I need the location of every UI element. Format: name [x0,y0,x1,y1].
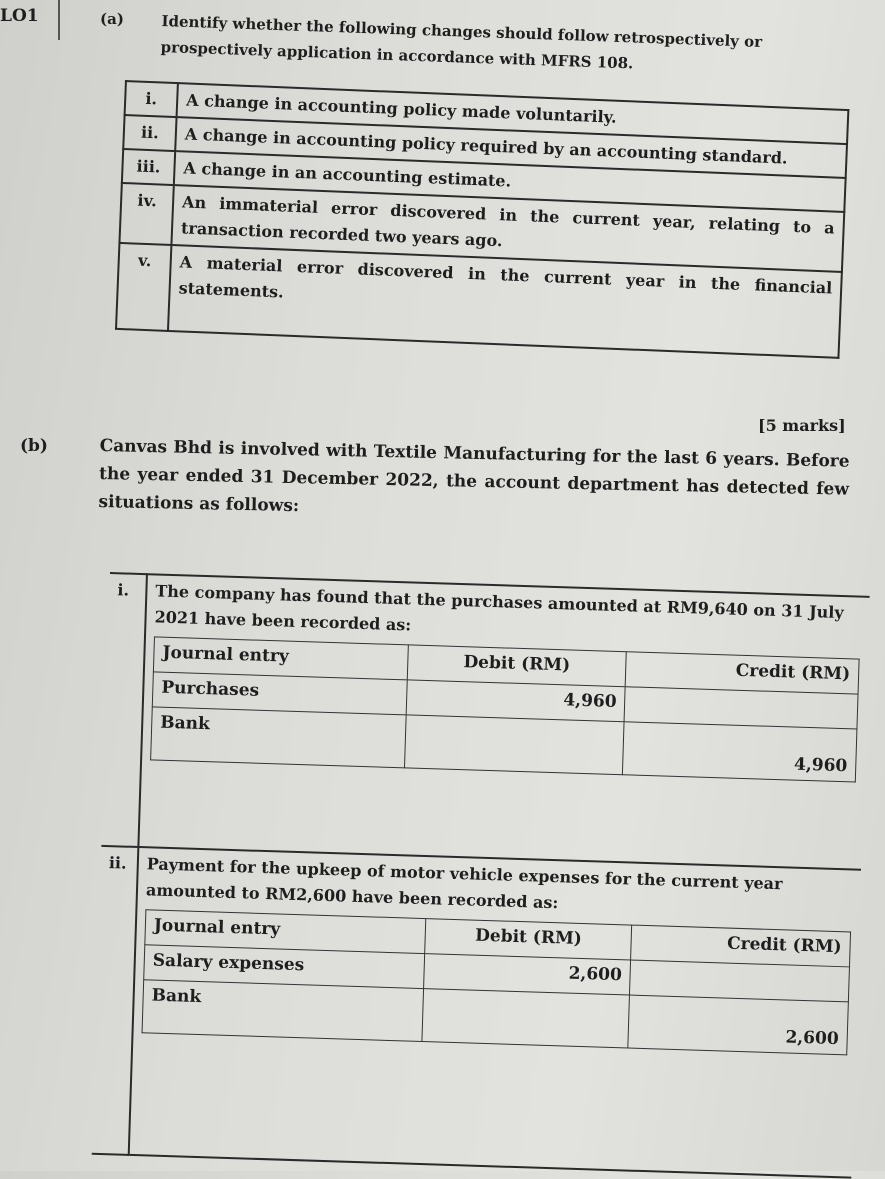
situation-number: ii. [92,846,139,1155]
journal-table [142,909,852,1055]
situation-number: i. [101,573,147,847]
situation-text: The company has found that the purchases amounted at RM9,640 on 31 July 2021 have been recorded as: [154,581,844,635]
margin-line [58,0,60,40]
account-cell: Purchases [152,672,407,715]
item-text: A change in accounting policy required by an accounting standard. [175,117,847,178]
item-number: iii. [122,149,175,185]
account-cell: Bank [151,707,406,768]
debit-cell: 4,960 [406,680,626,722]
marks-label: [5 marks] [758,416,846,435]
item-number: iv. [119,183,173,245]
column-header: Credit (RM) [626,652,860,694]
journal-table [150,636,860,782]
account-cell: Salary expenses [144,945,425,989]
account-cell: Bank [142,980,424,1042]
item-number: ii. [123,115,176,151]
part-a-label: (a) [100,10,124,28]
debit-cell [422,989,629,1048]
credit-cell: 4,960 [623,722,857,782]
debit-cell: 2,600 [424,954,631,995]
item-text: A material error discovered in the current year in the financial statements. [168,245,842,358]
item-text: A change in an accounting estimate. [174,151,846,212]
part-b-table [92,572,870,1179]
credit-cell: 2,600 [628,995,848,1055]
learning-outcome-label: LO1 [0,6,39,26]
item-text: An immaterial error discovered in the current year, relating to a transaction recorded two years ago. [171,185,844,272]
column-header: Credit (RM) [631,925,851,967]
column-header: Journal entry [145,910,426,954]
item-number: i. [125,81,178,117]
column-header: Debit (RM) [407,645,627,687]
item-number: v. [116,243,171,331]
part-a-table [115,80,849,359]
situation-row [101,573,869,870]
situation-row [92,846,861,1178]
part-b-label: (b) [20,436,48,456]
part-b-intro: Canvas Bhd is involved with Textile Manufacturing for the last 6 years. Before the year ended 31 December 2022, the account department has detected few situations as follows: [98,435,850,517]
item-text: A change in accounting policy made voluntarily. [177,83,849,144]
column-header: Journal entry [153,637,408,680]
part-a-intro: Identify whether the following changes should follow retrospectively or prospectively application in accordance with MFRS 108. [160,11,763,73]
situation-text: Payment for the upkeep of motor vehicle expenses for the current year amounted to RM2,600 have been recorded as: [145,854,783,913]
column-header: Debit (RM) [425,919,632,960]
debit-cell [404,715,624,775]
